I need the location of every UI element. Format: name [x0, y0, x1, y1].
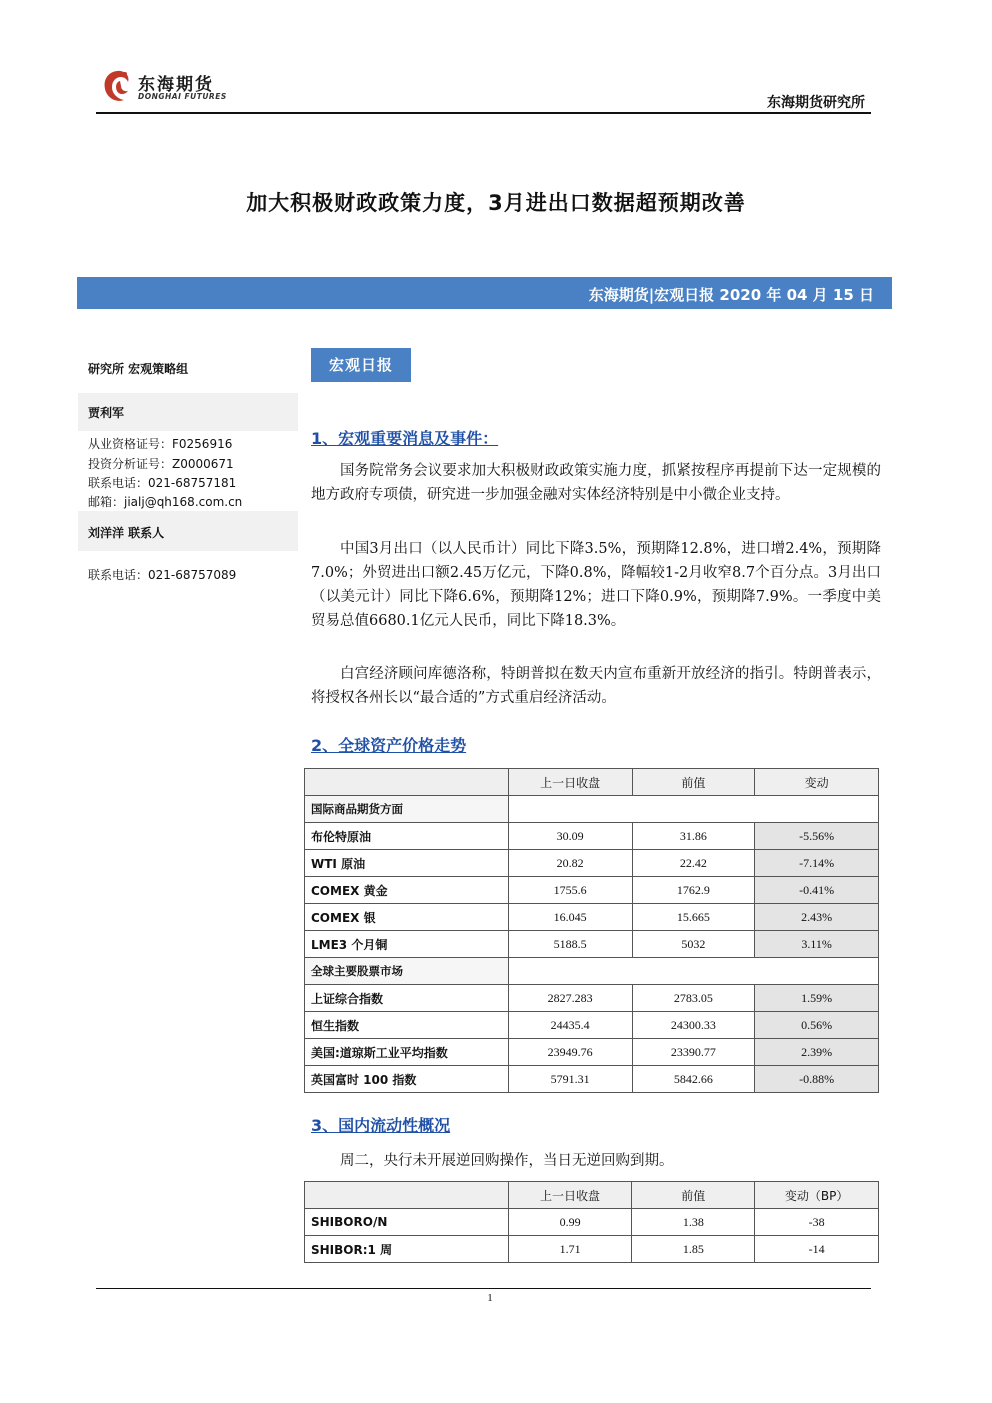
group-label: 国际商品期货方面 [305, 796, 509, 823]
table-header-cell [305, 1182, 509, 1209]
liquidity-table [304, 1181, 879, 1263]
page-number: 1 [487, 1292, 493, 1304]
row-label: SHIBORO/N [305, 1209, 509, 1236]
row-change: -5.56% [755, 823, 879, 850]
analyst1-email: 邮箱：jialj@qh168.com.cn [88, 495, 243, 509]
table-group-row [305, 796, 879, 823]
table-header-cell: 上一日收盘 [508, 769, 632, 796]
row-label: 美国:道琼斯工业平均指数 [305, 1039, 509, 1066]
table-header-cell: 变动（BP） [755, 1182, 879, 1209]
row-change: -0.88% [755, 1066, 879, 1093]
table-row [305, 877, 879, 904]
logo-text-cn: 东海期货 [138, 75, 214, 95]
row-prev: 5032 [632, 931, 755, 958]
analyst1-tel: 联系电话：021-68757181 [88, 476, 237, 490]
row-prev: 2783.05 [632, 985, 755, 1012]
row-close: 1.71 [508, 1236, 632, 1263]
row-label: SHIBOR:1 周 [305, 1236, 509, 1263]
row-label: WTI 原油 [305, 850, 509, 877]
banner-text: 东海期货|宏观日报 2020 年 04 月 15 日 [588, 286, 874, 304]
company-logo [100, 66, 240, 110]
table-row [305, 1066, 879, 1093]
page-title: 加大积极财政政策力度，3月进出口数据超预期改善 [246, 191, 746, 215]
group-label: 全球主要股票市场 [305, 958, 509, 985]
row-close: 5791.31 [508, 1066, 632, 1093]
section3-paragraph: 周二，央行未开展逆回购操作，当日无逆回购到期。 [340, 1153, 674, 1169]
row-prev: 5842.66 [632, 1066, 755, 1093]
table-row [305, 1209, 879, 1236]
sidebar-team: 研究所 宏观策略组 [88, 362, 189, 376]
group-empty-cell [508, 796, 878, 823]
logo-text-en: DONGHAI FUTURES [138, 92, 227, 101]
row-prev: 31.86 [632, 823, 755, 850]
table-header-cell: 上一日收盘 [508, 1182, 632, 1209]
table-header-cell: 前值 [632, 769, 755, 796]
row-prev: 1762.9 [632, 877, 755, 904]
header-divider [96, 112, 871, 114]
analyst1-cert2: 投资分析证号：Z0000671 [88, 457, 234, 471]
footer-divider [96, 1288, 871, 1289]
table-row [305, 850, 879, 877]
analyst1-cert1: 从业资格证号：F0256916 [88, 437, 233, 451]
row-label: COMEX 黄金 [305, 877, 509, 904]
row-prev: 15.665 [632, 904, 755, 931]
row-prev: 1.38 [632, 1209, 755, 1236]
table-header-row [305, 1182, 879, 1209]
header-institute: 东海期货研究所 [767, 95, 865, 111]
row-change: 2.39% [755, 1039, 879, 1066]
row-prev: 1.85 [632, 1236, 755, 1263]
table-header-cell: 变动 [755, 769, 879, 796]
table-row [305, 985, 879, 1012]
row-prev: 22.42 [632, 850, 755, 877]
row-change: -14 [755, 1236, 879, 1263]
table-row [305, 931, 879, 958]
section1-paragraph-1: 国务院常务会议要求加大积极财政政策实施力度，抓紧按程序再提前下达一定规模的地方政府专项债，研究进一步加强金融对实体经济特别是中小微企业支持。 [311, 463, 881, 503]
section2-heading: 2、全球资产价格走势 [311, 736, 467, 755]
row-label: COMEX 银 [305, 904, 509, 931]
row-change: 2.43% [755, 904, 879, 931]
row-label: 布伦特原油 [305, 823, 509, 850]
table-row [305, 904, 879, 931]
section1-heading: 1、宏观重要消息及事件： [311, 429, 499, 448]
row-close: 24435.4 [508, 1012, 632, 1039]
analyst1-name: 贾利军 [88, 406, 125, 420]
report-banner [77, 277, 892, 309]
row-label: 上证综合指数 [305, 985, 509, 1012]
analyst2-tel: 联系电话：021-68757089 [88, 568, 237, 582]
row-close: 20.82 [508, 850, 632, 877]
row-label: 英国富时 100 指数 [305, 1066, 509, 1093]
table-row [305, 1236, 879, 1263]
report-type-tag: 宏观日报 [311, 348, 411, 382]
asset-price-table [304, 768, 879, 1093]
row-close: 1755.6 [508, 877, 632, 904]
table-row [305, 1012, 879, 1039]
row-close: 30.09 [508, 823, 632, 850]
row-change: 0.56% [755, 1012, 879, 1039]
row-change: -7.14% [755, 850, 879, 877]
row-prev: 24300.33 [632, 1012, 755, 1039]
row-close: 16.045 [508, 904, 632, 931]
row-close: 0.99 [508, 1209, 632, 1236]
row-label: 恒生指数 [305, 1012, 509, 1039]
row-change: -38 [755, 1209, 879, 1236]
row-close: 5188.5 [508, 931, 632, 958]
row-close: 2827.283 [508, 985, 632, 1012]
table-header-cell [305, 769, 509, 796]
row-change: -0.41% [755, 877, 879, 904]
table-row [305, 1039, 879, 1066]
analyst2-name: 刘洋洋 联系人 [88, 526, 165, 540]
table-header-cell: 前值 [632, 1182, 755, 1209]
row-label: LME3 个月铜 [305, 931, 509, 958]
table-row [305, 823, 879, 850]
row-change: 3.11% [755, 931, 879, 958]
section1-paragraph-3: 白宫经济顾问库德洛称，特朗普拟在数天内宣布重新开放经济的指引。特朗普表示，将授权各州长以“最合适的”方式重启经济活动。 [311, 666, 881, 706]
row-close: 23949.76 [508, 1039, 632, 1066]
table-header-row [305, 769, 879, 796]
row-prev: 23390.77 [632, 1039, 755, 1066]
section1-paragraph-2: 中国3月出口（以人民币计）同比下降3.5%，预期降12.8%，进口增2.4%，预期降7.0%；外贸进出口额2.45万亿元，下降0.8%，降幅较1-2月收窄8.7个百分点。3月出口（以美元计）同比下降6.6%，预期降12%；进口下降0.9%，预期降7.9%。一季度中美贸易总值6680.1亿元人民币，同比下降18.3%。 [311, 541, 881, 629]
section3-heading: 3、国内流动性概况 [311, 1116, 451, 1135]
group-empty-cell [508, 958, 878, 985]
table-group-row [305, 958, 879, 985]
dragon-logo-icon [100, 68, 134, 106]
row-change: 1.59% [755, 985, 879, 1012]
